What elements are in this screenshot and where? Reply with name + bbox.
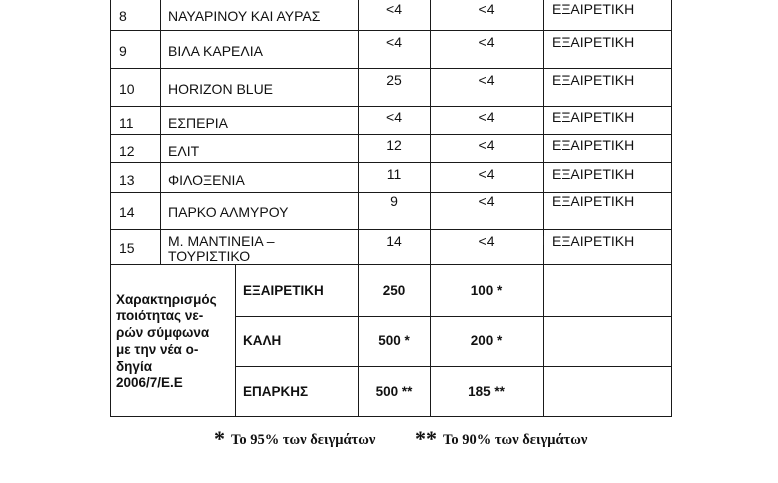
level-name: ΕΠΑΡΚΗΣ: [243, 384, 309, 399]
row-number: 11: [119, 115, 134, 131]
quality-grade: ΕΞΑΙΡΕΤΙΚΗ: [552, 1, 635, 17]
level-value-2: 200 *: [470, 333, 503, 348]
value-1: <4: [386, 34, 402, 50]
value-2: <4: [478, 1, 495, 17]
value-2: <4: [478, 166, 495, 182]
summary-label-line: δηγία: [116, 359, 152, 374]
row-number: 12: [119, 143, 135, 159]
double-asterisk-marker: **: [415, 426, 437, 451]
station-name: ΕΣΠΕΡΙΑ: [168, 115, 229, 131]
value-1: 9: [390, 193, 398, 209]
quality-grade: ΕΞΑΙΡΕΤΙΚΗ: [552, 193, 635, 209]
station-name-line-2: ΤΟΥΡΙΣΤΙΚΟ: [168, 248, 251, 264]
station-name: HORIZON BLUE: [168, 81, 274, 97]
level-value-2: 185 **: [468, 384, 505, 399]
value-1: 11: [386, 166, 402, 182]
station-name: ΦΙΛΟΞΕΝΙΑ: [168, 172, 245, 188]
footnote-95: [214, 426, 375, 452]
value-2: <4: [478, 137, 495, 153]
footnote-text: Το 95% των δειγμάτων: [231, 432, 376, 448]
row-number: 8: [119, 8, 127, 24]
quality-grade: ΕΞΑΙΡΕΤΙΚΗ: [552, 72, 635, 88]
row-number: 14: [119, 204, 135, 220]
summary-label-line: Χαρακτηρισμός: [116, 292, 217, 307]
value-2: <4: [478, 193, 495, 209]
summary-label-line: ρών σύμφωνα: [116, 325, 210, 340]
quality-grade: ΕΞΑΙΡΕΤΙΚΗ: [552, 109, 635, 125]
level-value-2: 100 *: [470, 283, 503, 298]
level-name: ΚΑΛΗ: [243, 333, 282, 348]
quality-grade: ΕΞΑΙΡΕΤΙΚΗ: [552, 34, 635, 50]
station-name: ΕΛΙΤ: [168, 143, 200, 159]
summary-label-line: με την νέα ο-: [116, 342, 199, 357]
summary-label-line: ποιότητας νε-: [116, 308, 204, 323]
value-1: 25: [386, 72, 402, 88]
value-1: 14: [386, 233, 402, 249]
row-number: 13: [119, 172, 135, 188]
value-1: 12: [386, 137, 402, 153]
station-name: ΒΙΛΑ ΚΑΡΕΛΙΑ: [168, 43, 263, 59]
level-value-1: 500 **: [375, 384, 413, 399]
value-2: <4: [478, 233, 495, 249]
level-value-1: 500 *: [378, 333, 410, 348]
scan-mark: [543, 236, 544, 245]
quality-grade: ΕΞΑΙΡΕΤΙΚΗ: [552, 137, 635, 153]
row-number: 10: [119, 81, 135, 97]
summary-label-line: 2006/7/Ε.Ε: [116, 375, 183, 390]
station-name: ΝΑΥΑΡΙΝΟΥ ΚΑΙ ΑΥΡΑΣ: [168, 8, 321, 24]
level-name: ΕΞΑΙΡΕΤΙΚΗ: [243, 283, 324, 298]
value-2: <4: [478, 34, 495, 50]
footnote-90: [415, 426, 587, 452]
level-value-1: 250: [382, 283, 406, 298]
row-number: 9: [119, 43, 127, 59]
value-1: <4: [386, 1, 402, 17]
station-name-line-1: Μ. ΜΑΝΤΙΝΕΙΑ –: [168, 233, 275, 249]
quality-grade: ΕΞΑΙΡΕΤΙΚΗ: [552, 233, 635, 249]
station-name: ΠΑΡΚΟ ΑΛΜΥΡΟΥ: [168, 204, 289, 220]
row-number: 15: [119, 240, 135, 256]
asterisk-marker: *: [214, 426, 225, 451]
value-1: <4: [386, 109, 402, 125]
value-2: <4: [478, 109, 495, 125]
value-2: <4: [478, 72, 495, 88]
quality-grade: ΕΞΑΙΡΕΤΙΚΗ: [552, 166, 635, 182]
footnote-text: Το 90% των δειγμάτων: [443, 432, 588, 448]
